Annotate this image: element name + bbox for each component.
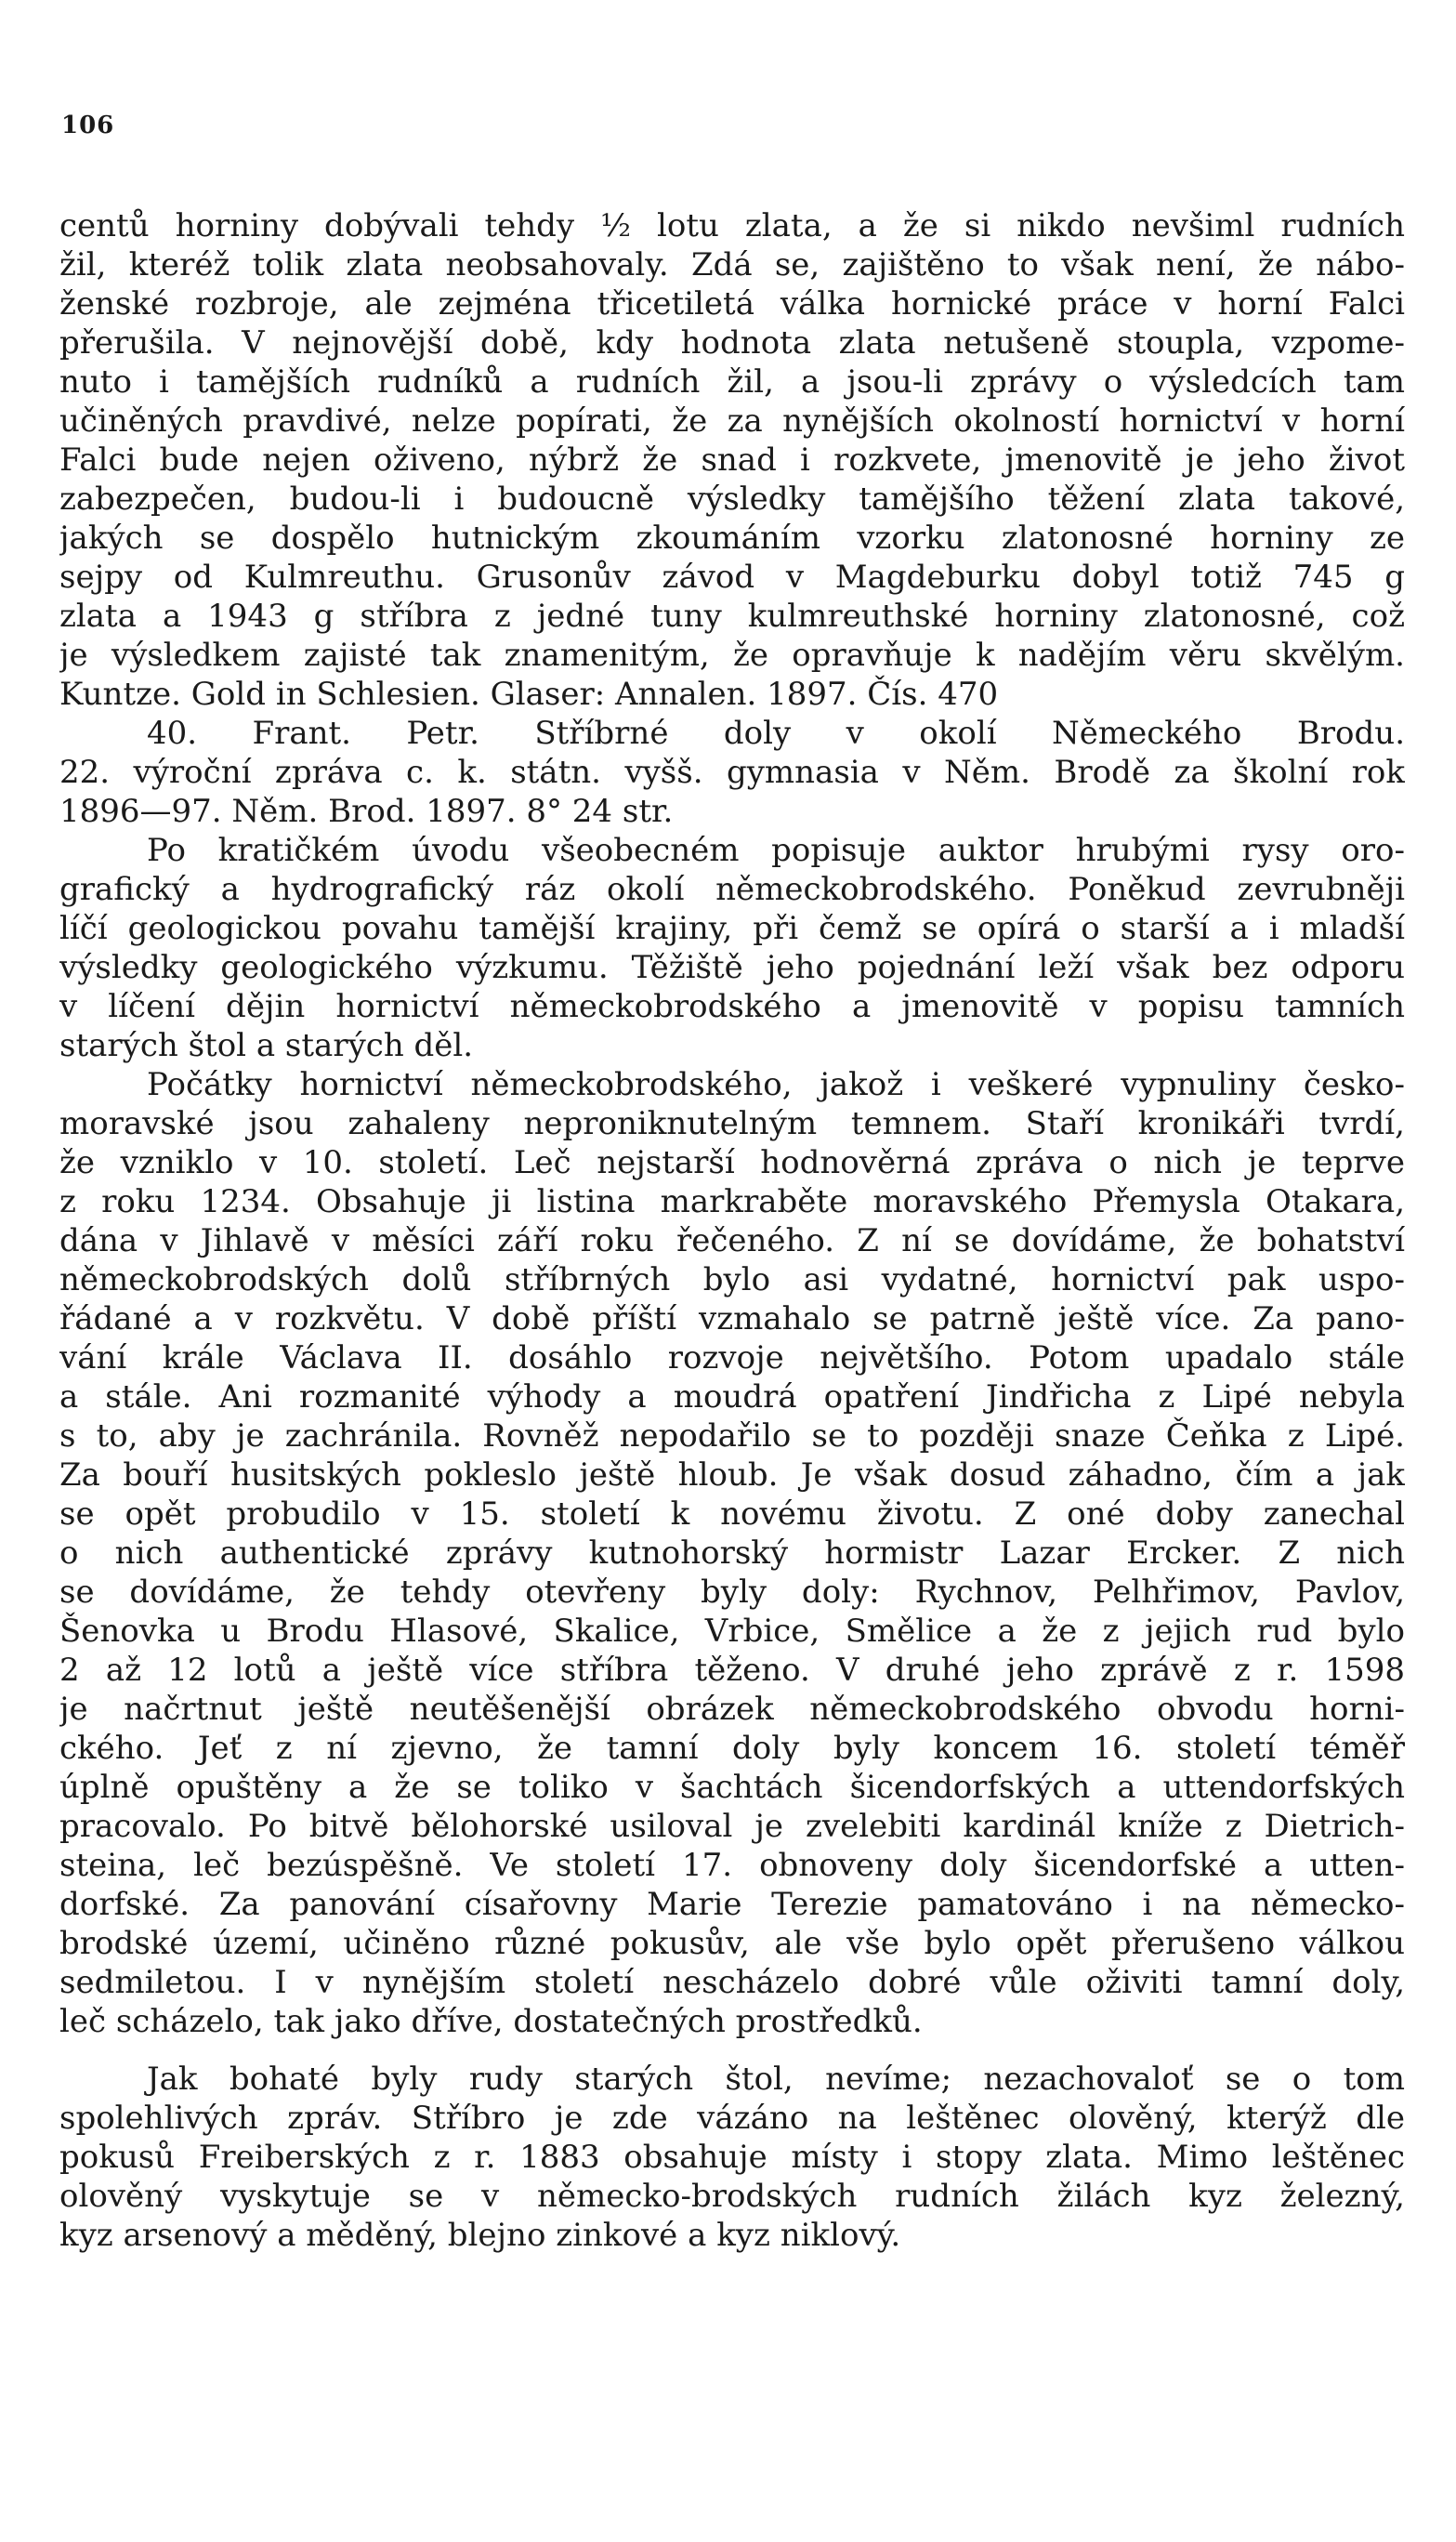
text-line: Počátky hornictví německobrodského, jakož i veškeré vypnuliny česko- [147, 1066, 1405, 1103]
text-line: dorfské. Za panování císařovny Marie Terezie pamatováno i na německo- [59, 1886, 1405, 1923]
text-line: moravské jsou zahaleny neproniknutelným temnem. Staří kronikáři tvrdí, [59, 1105, 1405, 1142]
paragraph [59, 206, 1405, 714]
text-line: pokusů Freiberských z r. 1883 obsahuje místy i stopy zlata. Mimo leštěnec [59, 2139, 1405, 2176]
text-line: starých štol a starých děl. [59, 1027, 474, 1064]
text-line: pracovalo. Po bitvě bělohorské usiloval je zvelebiti kardinál kníže z Dietrich- [59, 1808, 1405, 1845]
text-line: leč scházelo, tak jako dříve, dostatečných prostředků. [59, 2003, 923, 2040]
text-line: grafický a hydrografický ráz okolí německobrodského. Poněkud zevrubněji [59, 871, 1405, 908]
text-line: centů horniny dobývali tehdy ½ lotu zlata, a že si nikdo nevšiml rudních [59, 207, 1405, 244]
text-line: kyz arsenový a měděný, blejno zinkové a kyz niklový. [59, 2217, 901, 2254]
text-line: Šenovka u Brodu Hlasové, Skalice, Vrbice, Smělice a že z jejich rud bylo [59, 1613, 1405, 1650]
paragraph [59, 714, 1405, 831]
text-line: nuto i tamějších rudníků a rudních žil, a jsou-li zprávy o výsledcích tam [59, 363, 1405, 401]
text-line: v líčení dějin hornictví německobrodského a jmenovitě v popisu tamních [59, 988, 1405, 1025]
text-line: že vzniklo v 10. století. Leč nejstarší hodnověrná zpráva o nich je teprve [59, 1144, 1405, 1181]
text-line: úplně opuštěny a že se toliko v šachtách šicendorfských a uttendorfských [59, 1769, 1405, 1806]
text-line: brodské území, učiněno různé pokusův, ale vše bylo opět přerušeno válkou [59, 1925, 1405, 1962]
text-line: s to, aby je zachránila. Rovněž nepodařilo se to později snaze Čeňka z Lipé. [59, 1417, 1405, 1455]
text-line: je načrtnut ještě neutěšenější obrázek německobrodského obvodu horni- [59, 1691, 1405, 1728]
text-line: se dovídáme, že tehdy otevřeny byly doly: Rychnov, Pelhřimov, Pavlov, [59, 1574, 1405, 1611]
text-line: a stále. Ani rozmanité výhody a moudrá opatření Jindřicha z Lipé nebyla [59, 1378, 1405, 1416]
text-line: líčí geologickou povahu tamější krajiny, při čemž se opírá o starší a i mladší [59, 910, 1405, 947]
text-line: přerušila. V nejnovější době, kdy hodnota zlata netušeně stoupla, vzpome- [59, 324, 1405, 362]
text-line: 1896—97. Něm. Brod. 1897. 8° 24 str. [59, 793, 674, 830]
text-line: 40. Frant. Petr. Stříbrné doly v okolí Německého Brodu. [147, 715, 1405, 752]
text-line: ženské rozbroje, ale zejména třicetiletá válka hornické práce v horní Falci [59, 285, 1405, 323]
text-line: spolehlivých zpráv. Stříbro je zde vázáno na leštěnec olověný, kterýž dle [59, 2100, 1405, 2137]
text-line: jakých se dospělo hutnickým zkoumáním vzorku zlatonosné horniny ze [59, 520, 1405, 557]
text-line: Za bouří husitských pokleslo ještě hloub. Je však dosud záhadno, čím a jak [59, 1456, 1405, 1494]
text-line: učiněných pravdivé, nelze popírati, že za nynějších okolností hornictví v horní [59, 402, 1405, 440]
text-line: 22. výroční zpráva c. k. státn. vyšš. gymnasia v Něm. Brodě za školní rok [59, 754, 1405, 791]
text-line: zlata a 1943 g stříbra z jedné tuny kulmreuthské horniny zlatonosné, což [59, 598, 1405, 635]
text-line: z roku 1234. Obsahuje ji listina markraběte moravského Přemysla Otakara, [59, 1183, 1405, 1220]
text-line: Falci bude nejen oživeno, nýbrž že snad i rozkvete, jmenovitě je jeho život [59, 441, 1405, 479]
text-line: sedmiletou. I v nynějším století nescházelo dobré vůle oživiti tamní doly, [59, 1964, 1405, 2001]
text-line: vání krále Václava II. dosáhlo rozvoje největšího. Potom upadalo stále [59, 1339, 1405, 1376]
body-text [59, 206, 1405, 2255]
text-line: Jak bohaté byly rudy starých štol, nevíme; nezachovaloť se o tom [147, 2061, 1405, 2098]
text-line: o nich authentické zprávy kutnohorský hormistr Lazar Ercker. Z nich [59, 1534, 1405, 1572]
text-line: řádané a v rozkvětu. V době příští vzmahalo se patrně ještě více. Za pano- [59, 1300, 1405, 1337]
text-line: žil, kteréž tolik zlata neobsahovaly. Zdá se, zajištěno to však není, že nábo- [59, 246, 1405, 283]
text-line: sejpy od Kulmreuthu. Grusonův závod v Magdeburku dobyl totiž 745 g [59, 559, 1405, 596]
text-line: ckého. Jeť z ní zjevno, že tamní doly byly koncem 16. století téměř [59, 1730, 1405, 1767]
paragraph-spacer [59, 2041, 1405, 2060]
text-line: steina, leč bezúspěšně. Ve století 17. obnoveny doly šicendorfské a utten- [59, 1847, 1405, 1884]
text-line: se opět probudilo v 15. století k novému životu. Z oné doby zanechal [59, 1495, 1405, 1533]
text-line: zabezpečen, budou-li i budoucně výsledky tamějšího těžení zlata takové, [59, 481, 1405, 518]
paragraph [59, 2060, 1405, 2255]
text-line: olověný vyskytuje se v německo-brodských rudních žilách kyz železný, [59, 2178, 1405, 2215]
text-line: dána v Jihlavě v měsíci září roku řečeného. Z ní se dovídáme, že bohatství [59, 1222, 1405, 1259]
paragraph [59, 1065, 1405, 2041]
text-line: 2 až 12 lotů a ještě více stříbra těženo. V druhé jeho zprávě z r. 1598 [59, 1652, 1405, 1689]
text-line: Kuntze. Gold in Schlesien. Glaser: Annalen. 1897. Čís. 470 [59, 676, 999, 713]
text-line: je výsledkem zajisté tak znamenitým, že opravňuje k nadějím věru skvělým. [59, 637, 1405, 674]
paragraph [59, 831, 1405, 1065]
text-line: výsledky geologického výzkumu. Těžiště jeho pojednání leží však bez odporu [59, 949, 1405, 986]
text-line: Po kratičkém úvodu všeobecném popisuje auktor hrubými rysy oro- [147, 832, 1405, 869]
text-line: německobrodských dolů stříbrných bylo asi vydatné, hornictví pak uspo- [59, 1261, 1405, 1298]
page-number: 106 [61, 112, 115, 139]
